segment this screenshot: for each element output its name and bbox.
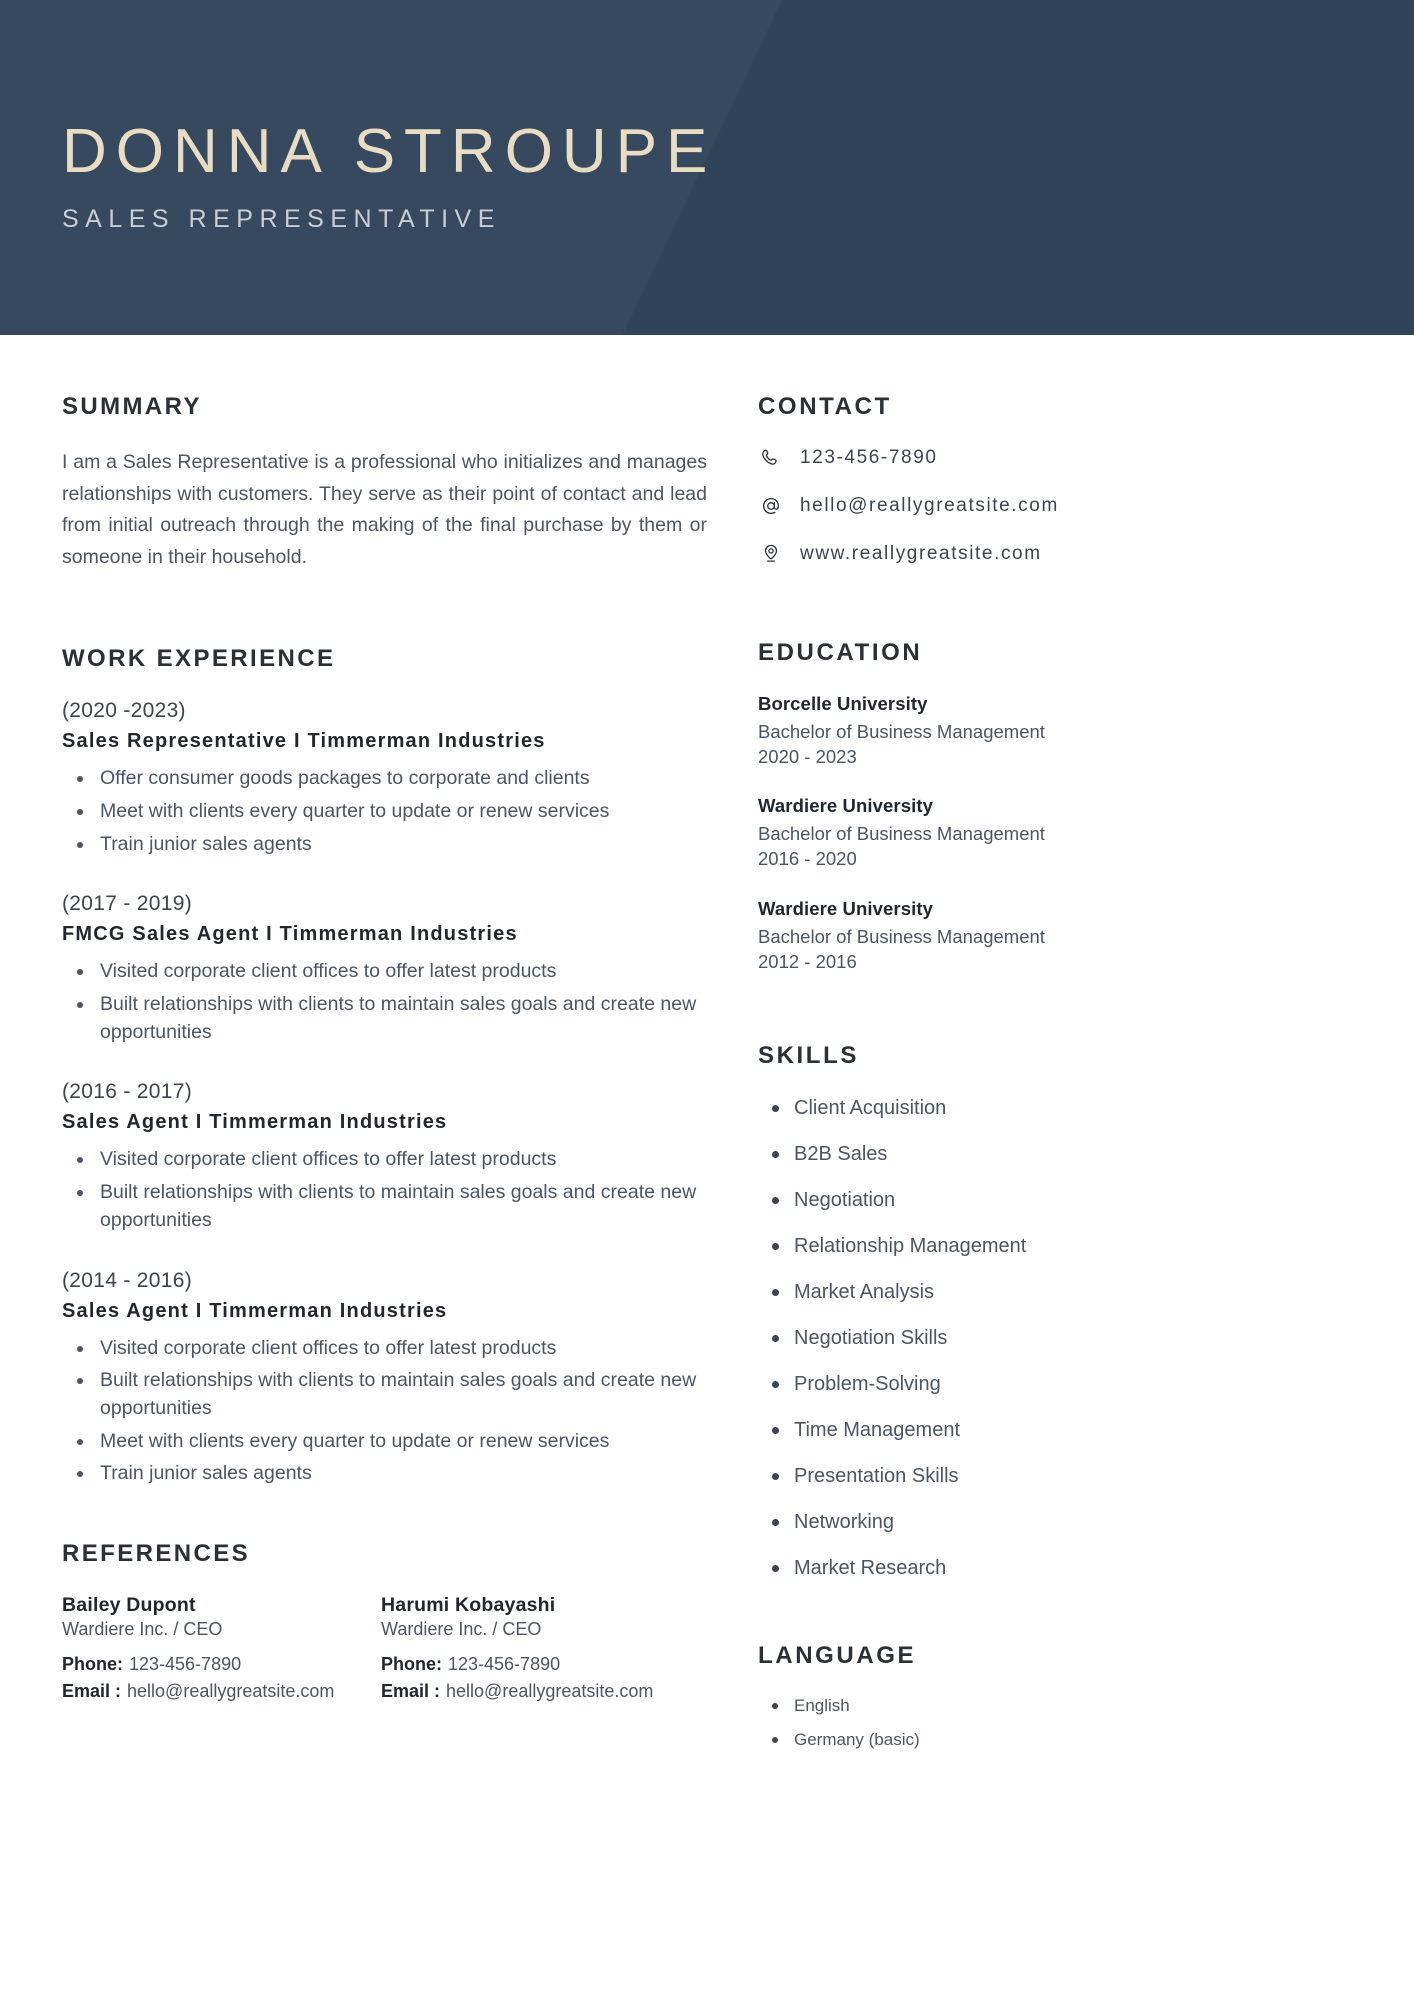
job-responsibility: Built relationships with clients to maintain sales goals and create new opportunities bbox=[98, 991, 700, 1046]
references-row bbox=[62, 1594, 700, 1708]
skill-item: Client Acquisition bbox=[794, 1096, 1374, 1120]
contact-section bbox=[758, 393, 1374, 567]
job-responsibility-list bbox=[62, 765, 700, 858]
reference-phone-line bbox=[62, 1654, 381, 1675]
job-title: Sales Agent I Timmerman Industries bbox=[62, 1111, 448, 1134]
education-years: 2020 - 2023 bbox=[758, 746, 857, 768]
language-item: Germany (basic) bbox=[794, 1730, 1374, 1750]
contact-heading: CONTACT bbox=[758, 393, 892, 420]
skill-item: Networking bbox=[794, 1510, 1374, 1534]
candidate-role: SALES REPRESENTATIVE bbox=[62, 205, 501, 234]
job-responsibility-list bbox=[62, 958, 700, 1046]
candidate-name: DONNA STROUPE bbox=[62, 116, 717, 186]
job-responsibility: Built relationships with clients to maintain sales goals and create new opportunities bbox=[98, 1367, 700, 1422]
work-experience-section bbox=[62, 645, 700, 1488]
contact-phone-value: 123-456-7890 bbox=[800, 447, 938, 468]
language-item: English bbox=[794, 1696, 1374, 1716]
skill-item: Relationship Management bbox=[794, 1234, 1374, 1258]
job-responsibility: Train junior sales agents bbox=[98, 831, 700, 859]
summary-heading: SUMMARY bbox=[62, 393, 202, 420]
skill-item: Time Management bbox=[794, 1418, 1374, 1442]
skill-item: Market Analysis bbox=[794, 1280, 1374, 1304]
reference-phone-line bbox=[381, 1654, 700, 1675]
contact-list bbox=[758, 445, 1374, 567]
education-school: Borcelle University bbox=[758, 693, 928, 714]
job-responsibility: Offer consumer goods packages to corporate and clients bbox=[98, 765, 700, 793]
header-text-block bbox=[62, 0, 716, 335]
contact-website-item[interactable] bbox=[758, 541, 1374, 567]
work-experience-item bbox=[62, 892, 700, 1046]
job-title: Sales Agent I Timmerman Industries bbox=[62, 1299, 448, 1322]
reference-phone-value: 123-456-7890 bbox=[129, 1653, 242, 1674]
job-dates: (2020 -2023) bbox=[62, 699, 186, 723]
skills-heading: SKILLS bbox=[758, 1041, 859, 1069]
skill-item: Problem-Solving bbox=[794, 1372, 1374, 1396]
resume-body bbox=[0, 335, 1414, 1751]
reference-email-label: Email : bbox=[62, 1680, 122, 1701]
contact-email-value: hello@reallygreatsite.com bbox=[800, 495, 1059, 516]
education-school: Wardiere University bbox=[758, 897, 933, 919]
reference-phone-label: Phone: bbox=[381, 1653, 442, 1674]
reference-email-value: hello@reallygreatsite.com bbox=[127, 1680, 335, 1701]
education-degree: Bachelor of Business Management bbox=[758, 721, 1045, 742]
language-heading: LANGUAGE bbox=[758, 1641, 917, 1669]
location-pin-icon bbox=[758, 541, 784, 567]
work-experience-item bbox=[62, 1080, 700, 1234]
job-responsibility: Visited corporate client offices to offer latest products bbox=[98, 1146, 700, 1174]
job-title: Sales Representative I Timmerman Industries bbox=[62, 730, 546, 753]
work-experience-heading: WORK EXPERIENCE bbox=[62, 645, 336, 673]
education-item bbox=[758, 795, 1374, 871]
education-school: Wardiere University bbox=[758, 795, 933, 817]
right-column bbox=[700, 335, 1414, 1751]
work-experience-item bbox=[62, 699, 700, 858]
skills-section bbox=[758, 1042, 1374, 1580]
reference-phone-label: Phone: bbox=[62, 1653, 123, 1674]
language-section bbox=[758, 1642, 1374, 1751]
education-section bbox=[758, 639, 1374, 974]
education-heading: EDUCATION bbox=[758, 639, 923, 666]
job-title: FMCG Sales Agent I Timmerman Industries bbox=[62, 923, 518, 946]
education-degree: Bachelor of Business Management bbox=[758, 823, 1045, 845]
education-item bbox=[758, 898, 1374, 974]
reference-email-label: Email : bbox=[381, 1680, 441, 1701]
job-responsibility: Visited corporate client offices to offer latest products bbox=[98, 958, 700, 986]
job-responsibility: Visited corporate client offices to offer latest products bbox=[98, 1335, 700, 1363]
job-dates: (2014 - 2016) bbox=[62, 1268, 192, 1292]
references-section bbox=[62, 1540, 700, 1708]
reference-company: Wardiere Inc. / CEO bbox=[62, 1618, 223, 1639]
job-responsibility-list bbox=[62, 1335, 700, 1488]
skill-item: Negotiation Skills bbox=[794, 1326, 1374, 1350]
skill-item: B2B Sales bbox=[794, 1142, 1374, 1166]
language-list bbox=[758, 1696, 1374, 1751]
work-experience-item bbox=[62, 1269, 700, 1488]
reference-name: Bailey Dupont bbox=[62, 1593, 196, 1616]
contact-email-item[interactable] bbox=[758, 493, 1374, 519]
contact-website-value: www.reallygreatsite.com bbox=[800, 543, 1042, 564]
job-responsibility: Built relationships with clients to maintain sales goals and create new opportunities bbox=[98, 1179, 700, 1234]
job-responsibility: Meet with clients every quarter to update or renew services bbox=[98, 798, 700, 826]
summary-paragraph: I am a Sales Representative is a professional who initializes and manages relationships with customers. They serve as their point of contact and lead from initial outreach through the making of the final purchase by them or someone in their household. bbox=[62, 451, 707, 568]
education-item bbox=[758, 693, 1374, 769]
left-column bbox=[0, 335, 707, 1751]
education-years: 2016 - 2020 bbox=[758, 848, 857, 870]
education-years: 2012 - 2016 bbox=[758, 950, 857, 972]
job-responsibility: Train junior sales agents bbox=[98, 1460, 700, 1488]
reference-name: Harumi Kobayashi bbox=[381, 1593, 556, 1616]
summary-section bbox=[62, 393, 707, 573]
reference-company: Wardiere Inc. / CEO bbox=[381, 1618, 542, 1639]
references-heading: REFERENCES bbox=[62, 1539, 251, 1567]
skills-list bbox=[758, 1096, 1374, 1580]
reference-email-line bbox=[62, 1681, 381, 1702]
contact-phone-item[interactable] bbox=[758, 445, 1374, 471]
education-degree: Bachelor of Business Management bbox=[758, 925, 1045, 947]
job-dates: (2017 - 2019) bbox=[62, 892, 192, 916]
resume-header bbox=[0, 0, 1414, 335]
reference-phone-value: 123-456-7890 bbox=[448, 1653, 561, 1674]
skill-item: Negotiation bbox=[794, 1188, 1374, 1212]
email-at-icon bbox=[758, 493, 784, 519]
job-responsibility: Meet with clients every quarter to update or renew services bbox=[98, 1428, 700, 1456]
reference-item bbox=[381, 1594, 700, 1708]
phone-icon bbox=[758, 445, 784, 471]
skill-item: Market Research bbox=[794, 1556, 1374, 1580]
reference-item bbox=[62, 1594, 381, 1708]
reference-email-line bbox=[381, 1681, 700, 1702]
job-responsibility-list bbox=[62, 1146, 700, 1234]
job-dates: (2016 - 2017) bbox=[62, 1080, 192, 1104]
skill-item: Presentation Skills bbox=[794, 1464, 1374, 1488]
reference-email-value: hello@reallygreatsite.com bbox=[446, 1680, 654, 1701]
